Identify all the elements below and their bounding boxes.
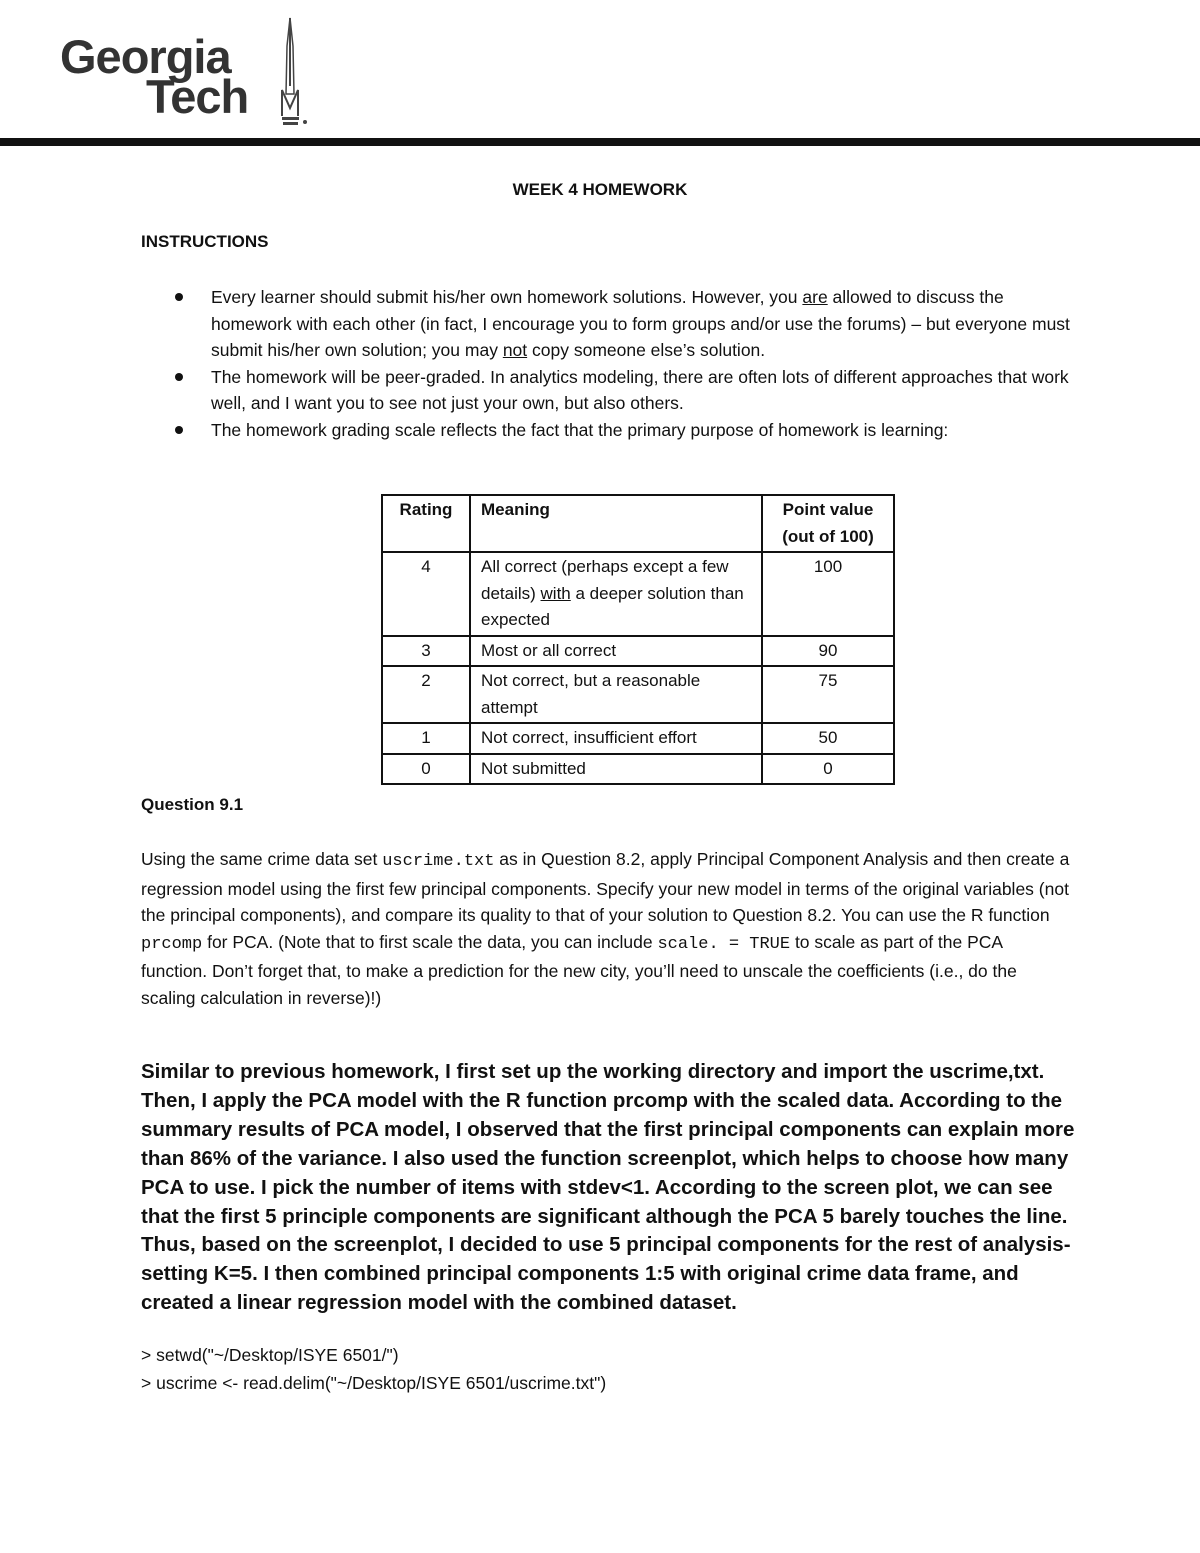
header-points: Point value (out of 100) — [762, 495, 894, 552]
header-divider — [0, 138, 1200, 146]
answer-paragraph: Similar to previous homework, I first set up the working directory and import the uscrime,txt. Then, I apply the PCA model with the R function prcomp with the scaled data. According to the summary results of PCA model, I observed that the first principal components can explain more than 86% of the variance. I also used the function screenplot, which helps to choose how many PCA to use. I pick the number of items with stdev<1. According to the screen plot, we can see that the first 5 principle components are significant although the PCA 5 barely touches the line. Thus, based on the screenplot, I decided to use 5 principal components for the rest of analysis- setting K=5. I then combined principal components 1:5 with original crime data frame, and created a linear regression model with the combined dataset. — [141, 1060, 1075, 1315]
logo-word-georgia: Georgia — [60, 30, 231, 83]
georgia-tech-logo — [60, 16, 330, 128]
header-meaning: Meaning — [470, 495, 762, 552]
code-line: > uscrime <- read.delim("~/Desktop/ISYE 6501/uscrime.txt") — [141, 1372, 607, 1393]
logo-word-tech: Tech — [146, 70, 249, 123]
instructions-list — [141, 284, 1071, 444]
table-row: 4 All correct (perhaps except a few details) with a deeper solution than expected 100 — [382, 552, 894, 636]
code-line: > setwd("~/Desktop/ISYE 6501/") — [141, 1345, 399, 1365]
header-rating: Rating — [382, 495, 470, 552]
page-title: WEEK 4 HOMEWORK — [512, 180, 688, 199]
grading-scale-table — [381, 494, 895, 785]
table-header-row — [382, 495, 894, 552]
question-heading: Question 9.1 — [141, 795, 244, 814]
list-item: The homework grading scale reflects the fact that the primary purpose of homework is learning: — [141, 417, 1071, 444]
table-row: 2 Not correct, but a reasonable attempt 75 — [382, 666, 894, 723]
r-code-block — [141, 1342, 606, 1397]
table-row: 0 Not submitted 0 — [382, 754, 894, 785]
instructions-heading: INSTRUCTIONS — [141, 232, 269, 251]
tech-tower-icon — [278, 16, 328, 128]
table-row: 3 Most or all correct 90 — [382, 636, 894, 667]
question-text: Using the same crime data set uscrime.txt as in Question 8.2, apply Principal Component Analysis and then create a regression model using the first few principal components. Specify your new model in terms of the original variables (not the principal components), and compare its quality to that of your solution to Question 8.2. You can use the R function prcomp for PCA. (Note that to first scale the data, you can include scale. = TRUE to scale as part of the PCA function. Don’t forget that, to make a prediction for the new city, you’ll need to unscale the coefficients (i.e., do the scaling calculation in reverse)!) — [141, 849, 1070, 1008]
table-row: 1 Not correct, insufficient effort 50 — [382, 723, 894, 754]
list-item: Every learner should submit his/her own homework solutions. However, you are allowed to discuss the homework with each other (in fact, I encourage you to form groups and/or use the forums) – but everyone must submit his/her own solution; you may not copy someone else’s solution. — [141, 284, 1071, 364]
list-item: The homework will be peer-graded. In analytics modeling, there are often lots of different approaches that work well, and I want you to see not just your own, but also others. — [141, 364, 1071, 417]
